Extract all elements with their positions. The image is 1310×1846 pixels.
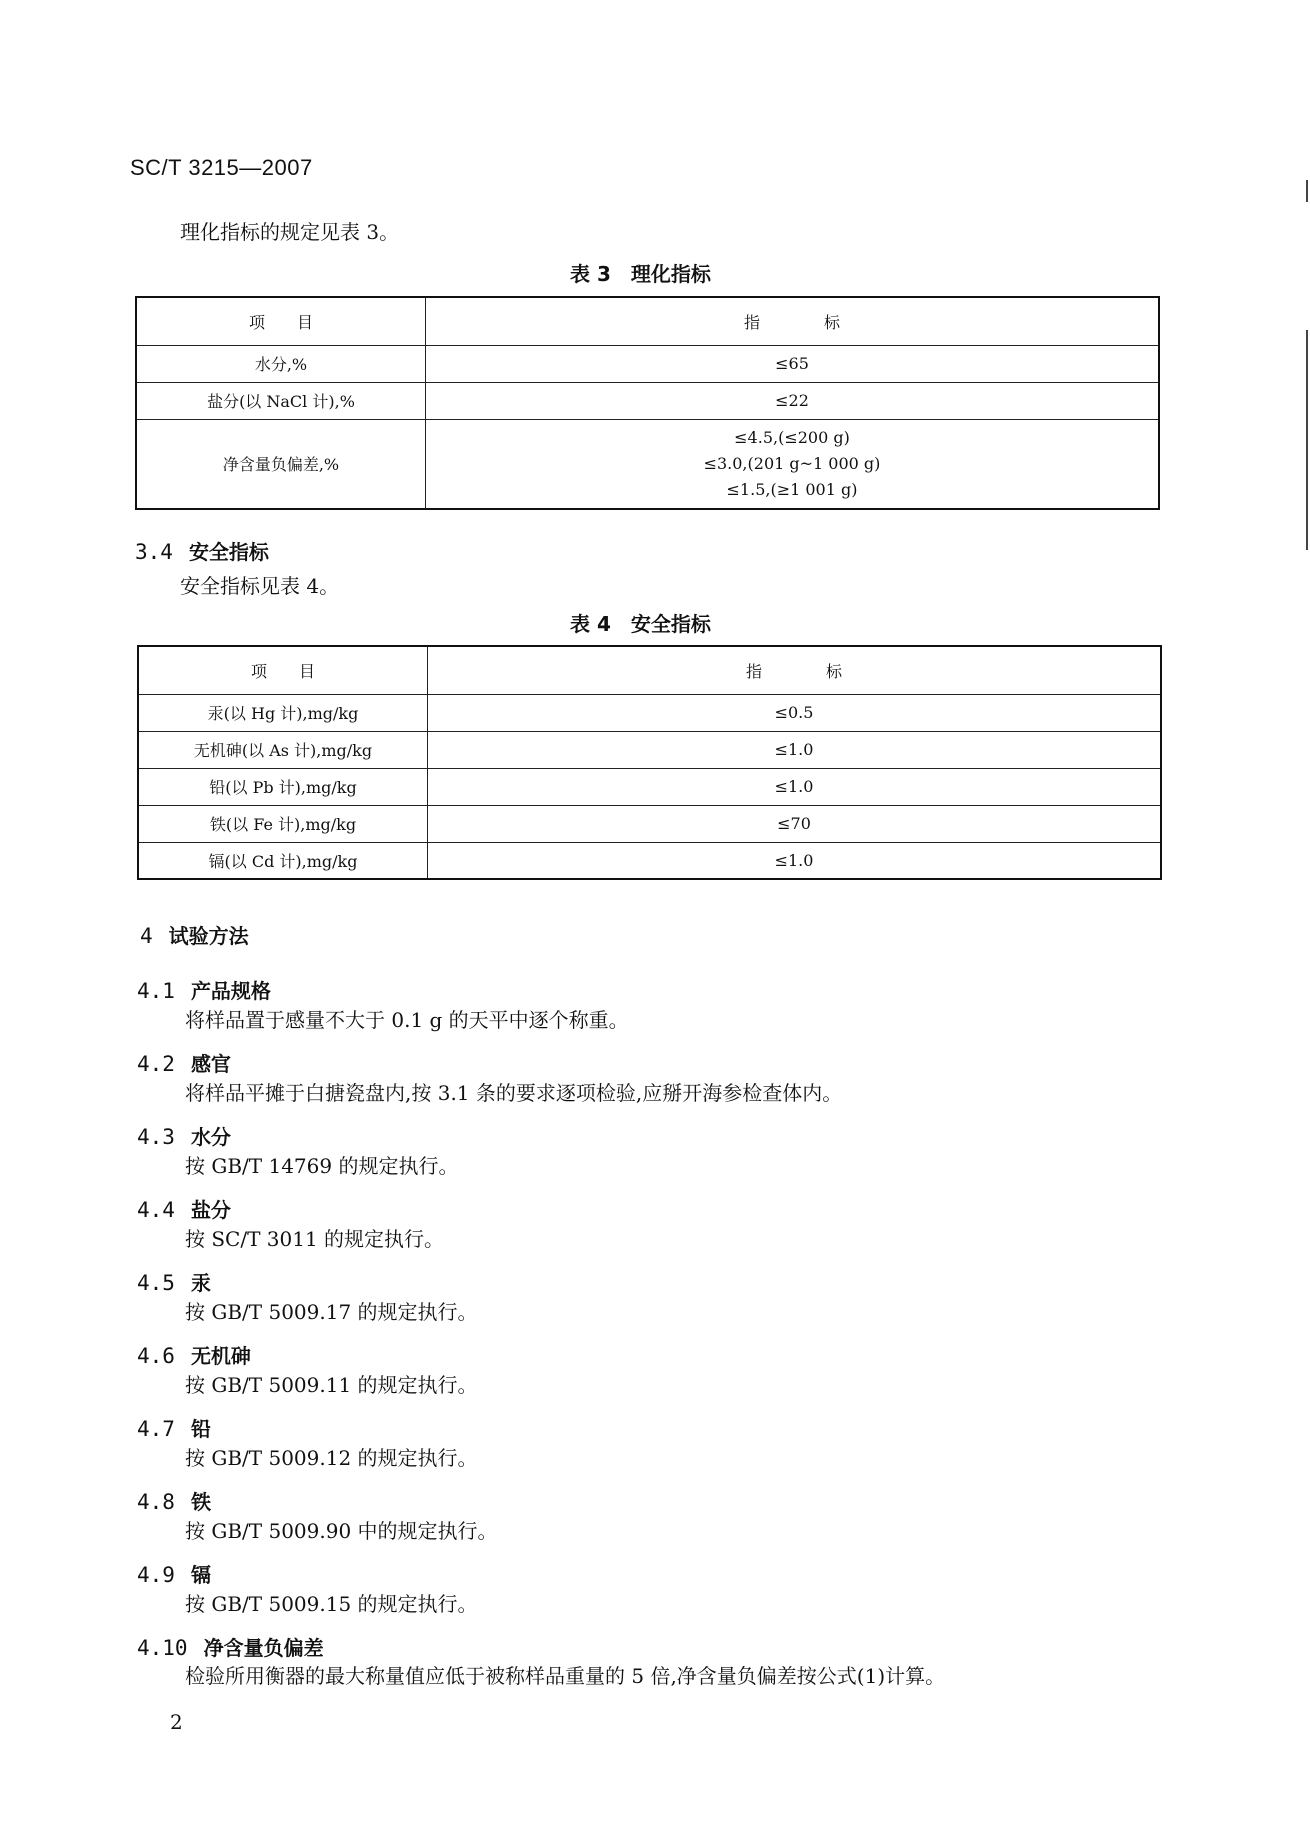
- subsection-4-5-text: 按 GB/T 5009.17 的规定执行。: [185, 1300, 478, 1324]
- subsection-4-10-heading: [137, 1632, 324, 1661]
- subsection-number: 4.6: [137, 1344, 175, 1368]
- subsection-title: 无机砷: [190, 1344, 251, 1368]
- subsection-number: 4.9: [137, 1563, 175, 1587]
- subsection-title: 镉: [190, 1563, 211, 1587]
- subsection-4-3-text: 按 GB/T 14769 的规定执行。: [185, 1154, 459, 1178]
- subsection-number: 4.1: [137, 979, 175, 1003]
- table4-header-value: 指 标: [428, 646, 1162, 694]
- table3-row3-item: 净含量负偏差,%: [136, 419, 426, 509]
- subsection-4-9-text: 按 GB/T 5009.15 的规定执行。: [185, 1592, 478, 1616]
- section-3-4-heading: [135, 536, 269, 565]
- subsection-4-7-text: 按 GB/T 5009.12 的规定执行。: [185, 1446, 478, 1470]
- table3-row2-item: 盐分(以 NaCl 计),%: [136, 382, 426, 419]
- subsection-title: 汞: [190, 1271, 211, 1295]
- subsection-4-6-text: 按 GB/T 5009.11 的规定执行。: [185, 1373, 478, 1397]
- page-number: 2: [170, 1710, 183, 1734]
- subsection-number: 4.3: [137, 1125, 175, 1149]
- subsection-title: 盐分: [190, 1198, 231, 1222]
- table4-row2-item: 无机砷(以 As 计),mg/kg: [138, 731, 428, 768]
- subsection-4-10-text: 检验所用衡器的最大称量值应低于被称样品重量的 5 倍,净含量负偏差按公式(1)计算。: [185, 1664, 946, 1688]
- subsection-4-8-heading: [137, 1486, 211, 1515]
- table3: [135, 296, 1160, 510]
- table-row: [136, 419, 1159, 509]
- table3-row3-value-3: ≤1.5,(≥1 001 g): [726, 479, 858, 499]
- subsection-4-1-text: 将样品置于感量不大于 0.1 g 的天平中逐个称重。: [185, 1008, 629, 1032]
- table-row: [138, 731, 1161, 768]
- subsection-title: 净含量负偏差: [203, 1636, 324, 1660]
- subsection-title: 产品规格: [190, 979, 271, 1003]
- section-number: 3.4: [135, 540, 173, 564]
- table3-row1-item: 水分,%: [136, 345, 426, 382]
- subsection-title: 铁: [190, 1490, 211, 1514]
- table4-row5-item: 镉(以 Cd 计),mg/kg: [138, 842, 428, 879]
- subsection-4-3-heading: [137, 1121, 231, 1150]
- table3-row3-value-1: ≤4.5,(≤200 g): [734, 427, 850, 447]
- section-number: 4: [140, 924, 153, 948]
- subsection-4-1-heading: [137, 975, 271, 1004]
- subsection-title: 水分: [190, 1125, 231, 1149]
- table4-caption: 表 4 安全指标: [570, 612, 711, 636]
- table-row: [138, 694, 1161, 731]
- table3-caption: 表 3 理化指标: [570, 262, 711, 286]
- table-row: [136, 382, 1159, 419]
- table4-row1-value: ≤0.5: [428, 694, 1162, 731]
- table4-header-item: 项 目: [138, 646, 428, 694]
- section-3-4-text: 安全指标见表 4。: [180, 574, 340, 598]
- subsection-number: 4.5: [137, 1271, 175, 1295]
- standard-code-header: SC/T 3215—2007: [130, 155, 313, 180]
- table3-row3-value-2: ≤3.0,(201 g~1 000 g): [703, 453, 881, 473]
- subsection-number: 4.4: [137, 1198, 175, 1222]
- subsection-4-5-heading: [137, 1267, 211, 1296]
- subsection-4-7-heading: [137, 1413, 211, 1442]
- subsection-4-8-text: 按 GB/T 5009.90 中的规定执行。: [185, 1519, 498, 1543]
- table4-row2-value: ≤1.0: [428, 731, 1162, 768]
- subsection-number: 4.2: [137, 1052, 175, 1076]
- section-4-heading: [140, 920, 249, 949]
- subsection-4-6-heading: [137, 1340, 251, 1369]
- table4-row4-value: ≤70: [428, 805, 1162, 842]
- subsection-4-4-text: 按 SC/T 3011 的规定执行。: [185, 1227, 445, 1251]
- table-row: [138, 768, 1161, 805]
- table3-row1-value: ≤65: [426, 345, 1160, 382]
- table3-header-item: 项 目: [136, 297, 426, 345]
- table-row: [138, 805, 1161, 842]
- table3-header-value: 指 标: [426, 297, 1160, 345]
- scan-edge-mark: [1306, 180, 1308, 202]
- table3-row2-value: ≤22: [426, 382, 1160, 419]
- scan-edge-mark: [1306, 330, 1308, 550]
- table4-row3-value: ≤1.0: [428, 768, 1162, 805]
- subsection-4-2-heading: [137, 1048, 231, 1077]
- table-row: [136, 345, 1159, 382]
- subsection-title: 感官: [190, 1052, 231, 1076]
- subsection-number: 4.8: [137, 1490, 175, 1514]
- table4-row1-item: 汞(以 Hg 计),mg/kg: [138, 694, 428, 731]
- subsection-4-2-text: 将样品平摊于白搪瓷盘内,按 3.1 条的要求逐项检验,应掰开海参检查体内。: [185, 1081, 843, 1105]
- intro-paragraph: 理化指标的规定见表 3。: [180, 220, 400, 244]
- table4: [137, 645, 1162, 880]
- subsection-number: 4.10: [137, 1636, 188, 1660]
- table-row: [138, 842, 1161, 879]
- section-title: 试验方法: [168, 924, 249, 948]
- table4-row4-item: 铁(以 Fe 计),mg/kg: [138, 805, 428, 842]
- table3-row3-values: [426, 419, 1160, 509]
- table4-row5-value: ≤1.0: [428, 842, 1162, 879]
- table4-row3-item: 铅(以 Pb 计),mg/kg: [138, 768, 428, 805]
- subsection-title: 铅: [190, 1417, 211, 1441]
- section-title: 安全指标: [188, 540, 269, 564]
- subsection-4-4-heading: [137, 1194, 231, 1223]
- subsection-4-9-heading: [137, 1559, 211, 1588]
- subsection-number: 4.7: [137, 1417, 175, 1441]
